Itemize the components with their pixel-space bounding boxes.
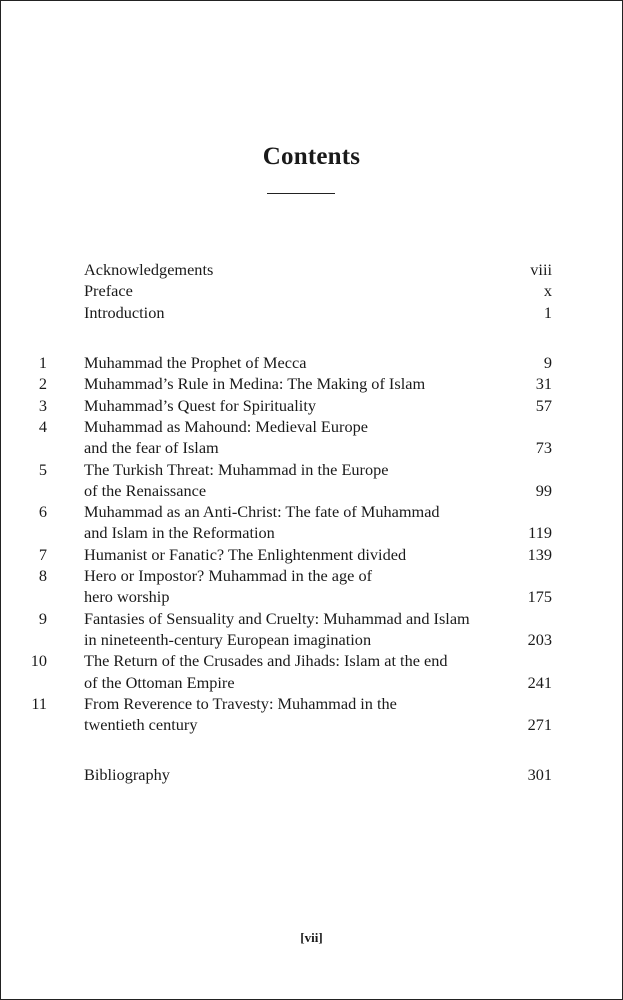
toc-chapter-page: 119 [528, 523, 552, 543]
toc-chapter-number: 8 [38, 566, 47, 585]
toc-chapter-title: The Return of the Crusades and Jihads: Islam at the end [84, 651, 448, 671]
toc-chapter-number: 3 [38, 395, 47, 415]
page-folio: [vii] [300, 930, 323, 945]
toc-chapter-title: From Reverence to Travesty: Muhammad in the [84, 693, 397, 713]
toc-entry-title: Introduction [84, 302, 165, 322]
toc-chapter-page: 31 [535, 374, 552, 394]
toc-chapter-number: 4 [38, 416, 47, 436]
toc-chapter-number: 5 [38, 459, 47, 479]
toc-chapter-title: The Turkish Threat: Muhammad in the Europe [84, 459, 389, 479]
toc-chapter-page: 203 [527, 629, 552, 649]
toc-chapter-title: Muhammad the Prophet of Mecca [84, 353, 307, 372]
toc-chapter-number: 11 [31, 693, 47, 713]
toc-chapter-title: Humanist or Fanatic? The Enlightenment divided [84, 544, 407, 564]
toc-chapter-number: 6 [38, 502, 47, 522]
toc-chapter-page: 271 [527, 715, 552, 735]
toc-chapter-page: 241 [527, 672, 552, 692]
title-rule [267, 193, 335, 194]
toc-entry-title: Bibliography [84, 765, 170, 784]
toc-chapter-page: 57 [535, 395, 552, 415]
toc-entry-page: viii [530, 260, 552, 279]
toc-chapter-title: twentieth century [84, 715, 198, 735]
toc-chapter-page: 139 [527, 544, 552, 564]
toc-entry-title: Acknowledgements [84, 260, 214, 279]
toc-entry-page: 301 [527, 765, 552, 784]
toc-chapter-title: Muhammad’s Quest for Spirituality [84, 395, 316, 415]
toc-chapter-page: 73 [535, 438, 552, 458]
toc-entry-title: Preface [84, 281, 133, 301]
page-title: Contents [262, 143, 361, 170]
toc-chapter-number: 7 [38, 544, 47, 564]
toc-chapter-page: 99 [535, 480, 552, 500]
toc-chapter-title: Muhammad as an Anti-Christ: The fate of Muhammad [84, 502, 440, 522]
toc-chapter-title: Muhammad as Mahound: Medieval Europe [84, 416, 368, 436]
toc-entry-page: 1 [543, 302, 552, 322]
toc-entry-page: x [543, 281, 552, 301]
toc-chapter-page: 175 [527, 587, 552, 607]
toc-chapter-title: in nineteenth-century European imagination [84, 629, 372, 649]
toc-chapter-title: Fantasies of Sensuality and Cruelty: Muhammad and Islam [84, 608, 470, 628]
toc-chapter-title: hero worship [84, 587, 170, 607]
toc-chapter-title: of the Renaissance [84, 480, 207, 500]
toc-chapter-title: of the Ottoman Empire [84, 672, 235, 692]
toc-chapter-number: 9 [38, 608, 47, 628]
toc-chapter-page: 9 [543, 353, 552, 372]
toc-chapter-title: and Islam in the Reformation [84, 523, 275, 543]
toc-chapter-number: 2 [38, 374, 47, 394]
toc-chapter-title: and the fear of Islam [84, 438, 219, 458]
toc-chapter-title: Hero or Impostor? Muhammad in the age of [84, 566, 373, 585]
toc-chapter-title: Muhammad’s Rule in Medina: The Making of Islam [84, 374, 426, 394]
toc-chapter-number: 1 [38, 353, 47, 372]
toc-chapter-number: 10 [30, 651, 47, 671]
